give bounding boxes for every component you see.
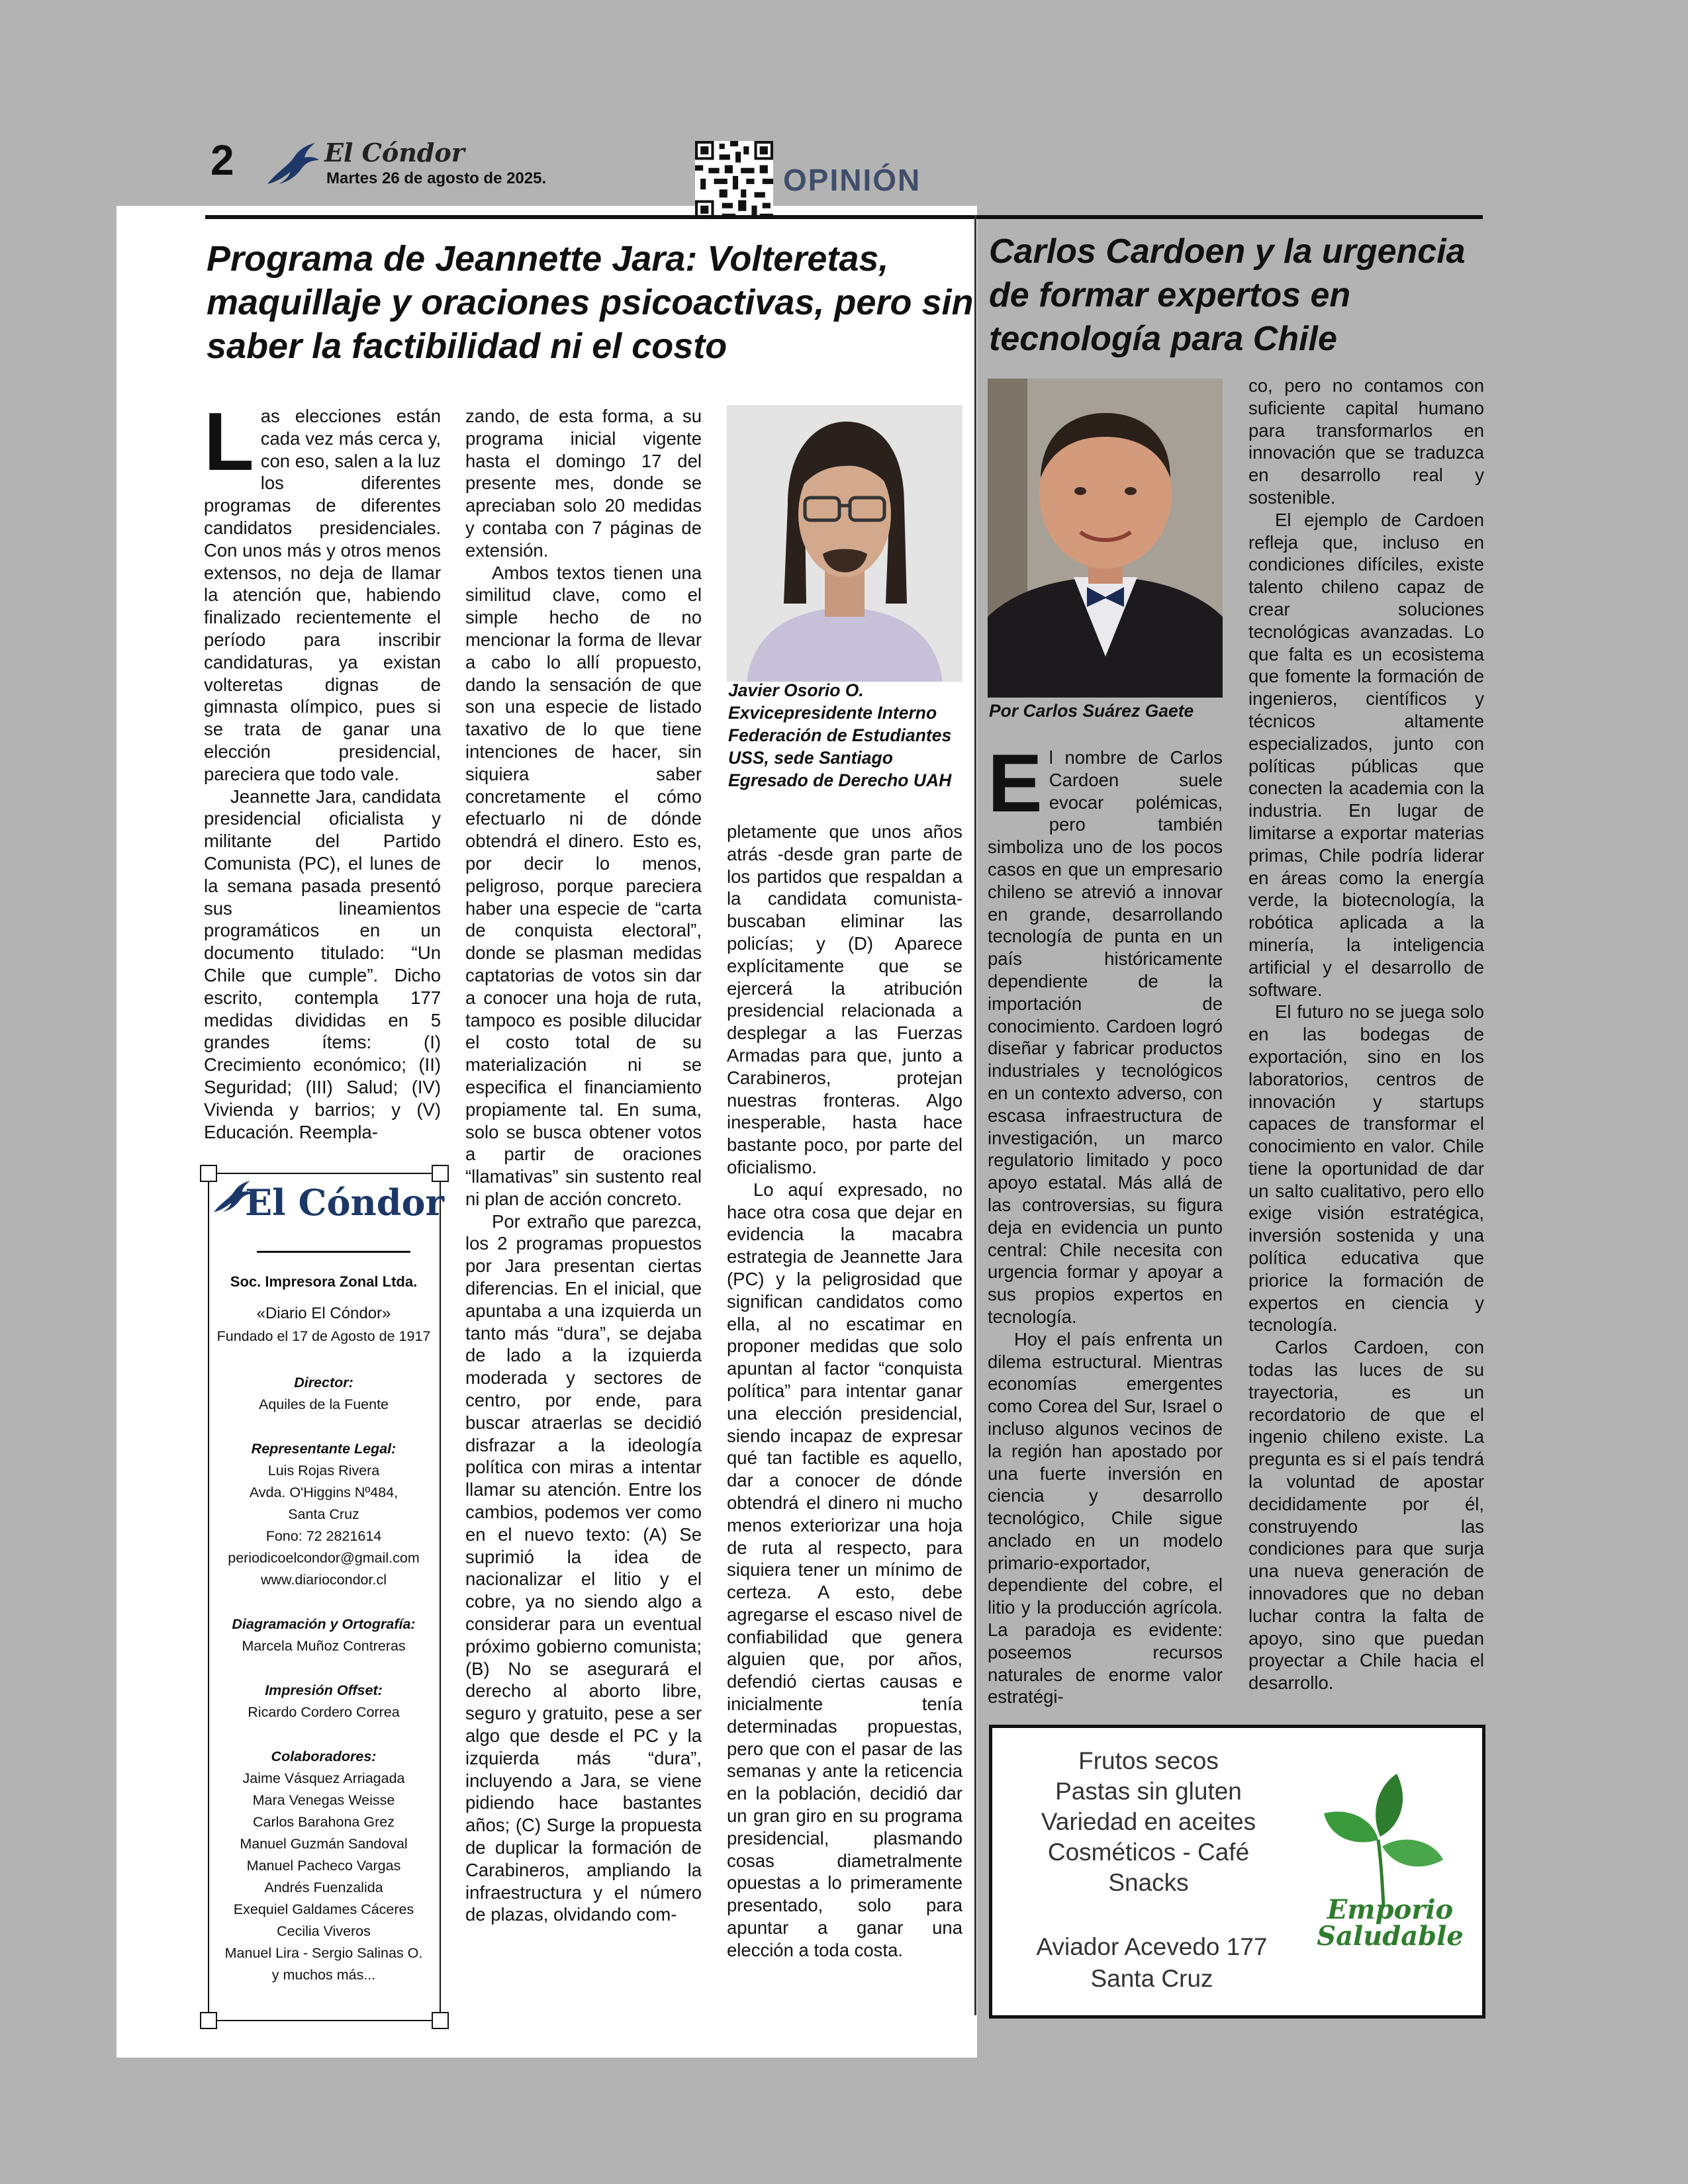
masthead-print-label: Impresión Offset:: [265, 1682, 383, 1698]
masthead-title: El Cóndor: [245, 1181, 444, 1224]
caption-line: Egresado de Derecho UAH: [728, 770, 952, 790]
collaborator: y muchos más...: [271, 1967, 376, 1983]
header-rule-left: [205, 215, 980, 219]
masthead-director: Aquiles de la Fuente: [258, 1396, 389, 1412]
issue-date: Martes 26 de agosto de 2025.: [326, 169, 547, 187]
masthead-legal-line: Fono: 72 2821614: [265, 1528, 382, 1544]
condor-icon: [265, 138, 320, 193]
masthead-design-label: Diagramación y Ortografía:: [232, 1616, 416, 1632]
leaves-icon: [1317, 1774, 1450, 1913]
paragraph: zando, de esta forma, a su programa inicial vigente hasta el domingo 17 del presente mes, donde se apreciaban solo 20 medidas y contaba con 7 páginas de extensión.: [465, 406, 702, 561]
ad-brand-line: Saludable: [1317, 1921, 1464, 1952]
ad-address-line: Santa Cruz: [1090, 1965, 1213, 1992]
article-jara-column-2: [465, 405, 702, 1926]
ad-item: Pastas sin gluten: [1055, 1778, 1242, 1805]
collaborator: Jaime Vásquez Arriagada: [242, 1770, 405, 1786]
masthead-design: Marcela Muñoz Contreras: [242, 1638, 406, 1654]
paragraph: pletamente que unos años atrás -desde gran parte de los partidos que respaldan a la candidata comunista- buscaban eliminar las policías; y (D) Aparece explícitamente que se ejercerá la atribución presidencial relacionada a desplegar a las Fuerzas Armadas para que, junto a Carabineros, protejan nuestras fronteras. Algo inesperable, hasta hace bastante poco, por parte del oficialismo.: [727, 821, 962, 1177]
paragraph: Lo aquí expresado, no hace otra cosa que dejar en evidencia la macabra estrategia de Jeannette Jara (PC) y la peligrosidad que significan candidatos como ella, al no escatimar en proponer medidas que solo apuntan al factor “conquista política” para intentar ganar una elección presidencial, siendo incapaz de expresar qué tan factible es aquello, dar a conocer de dónde obtendrá el dinero ni mucho menos exteriorizar una hoja de ruta al respecto, para siquiera tener un mínimo de certeza. A esto, debe agregarse el escaso nivel de confiabilidad que genera alguien que, por años, defendió ciertas causas e inicialmente tenía determinadas propuestas, pero que con el pasar de las semanas y ante la reticencia en la población, decidió dar un gran giro en su programa presidencial, plasmando cosas diametralmente opuestas a lo primeramente presentado, solo para apuntar a ganar una elección a toda costa.: [727, 1179, 962, 1960]
paragraph: El futuro no se juega solo en las bodegas de exportación, sino en los laboratorios, centros de innovación y startups capaces de transformar el conocimiento en valor. Chile tiene la oportunidad de dar un salto cualitativo, pero ello exige visión estratégica, inversión sostenida y una política educativa que priorice la formación de expertos en ciencia y tecnología.: [1248, 1001, 1484, 1336]
qr-code-icon: [695, 141, 773, 219]
masthead-legal-line: Luis Rojas Rivera: [267, 1463, 380, 1479]
collaborator: Manuel Lira - Sergio Salinas O.: [224, 1945, 423, 1961]
column-divider: [974, 215, 976, 2015]
paragraph: as elecciones están cada vez más cerca y, con eso, salen a la luz los diferentes programas de diferentes candidatos presidenciales. Con unos más y otros menos extensos, no deja de llamar la atención que, habiendo finalizado recientemente el período para inscribir candidaturas, ya existan volteretas dignas de gimnasta olímpico, pues si se trata de ganar una elección presidencial, pareciera que todo vale.: [204, 406, 441, 784]
collaborator: Exequiel Galdames Cáceres: [233, 1901, 414, 1917]
author-caption-carlos: Por Carlos Suárez Gaete: [989, 701, 1194, 721]
collaborator: Mara Venegas Weisse: [252, 1792, 395, 1808]
section-label: OPINIÓN: [783, 163, 921, 197]
paragraph: Jeannette Jara, candidata presidencial oficialista y militante del Partido Comunista (PC), el lunes de la semana pasada presentó sus lineamientos programáticos en un documento titulado: “Un Chile que cumple”. Dicho escrito, contempla 177 medidas divididas en 5 grandes ítems: (I) Crecimiento económico; (II) Seguridad; (III) Salud; (IV) Vivienda y barrios; y (V) Educación. Reempla-: [204, 786, 441, 1142]
caption-line: Federación de Estudiantes: [728, 725, 952, 745]
paragraph: Ambos textos tienen una similitud clave, como el simple hecho de no mencionar la forma de llevar a cabo lo allí propuesto, dando la sensación de que son una especie de listado taxativo de lo que tiene intenciones de hacer, sin siquiera saber concretamente el cómo efectuarlo ni de dónde obtendrá el dinero. Esto es, por decir lo menos, peligroso, porque pareciera haber una especie de “carta de conquista electoral”, donde se plasman medidas captatorias de votos sin dar a conocer una hoja de ruta, tampoco es posible dilucidar el costo total de su materialización ni se especifica el financiamiento propiamente tal. En suma, solo se busca obtener votos a partir de oraciones “llamativas” sin sustento real ni plan de acción concreto.: [465, 562, 702, 1209]
masthead-paper: «Diario El Cóndor»: [256, 1304, 391, 1322]
header-rule-right: [978, 215, 1483, 219]
ad-product-list: [1013, 1746, 1284, 1898]
masthead-legal-line: Avda. O'Higgins Nº484,: [249, 1484, 399, 1500]
paragraph: El ejemplo de Cardoen refleja que, incluso en condiciones difíciles, existe talento chileno capaz de crear soluciones tecnológicas avanzadas. Lo que falta es un ecosistema que fomente la formación de ingenieros, científicos y técnicos altamente especializados, junto con políticas públicas que conecten la academia con la industria. En lugar de limitarse a exportar materias primas, Chile podría liderar en áreas como la energía verde, la biotecnología, la robótica aplicada a la minería, la inteligencia artificial y el desarrollo de software.: [1248, 509, 1484, 1000]
caption-line: Javier Osorio O.: [728, 680, 864, 700]
headline-jara: Programa de Jeannette Jara: Volteretas, maquillaje y oraciones psicoactivas, pero sin saber la factibilidad ni el costo: [207, 239, 974, 366]
ad-address: [1019, 1931, 1284, 1995]
drop-cap: L: [204, 396, 254, 488]
ad-address-line: Aviador Acevedo 177: [1036, 1933, 1268, 1960]
paper-name: El Cóndor: [324, 138, 465, 167]
paragraph: Por extraño que parezca, los 2 programas propuestos por Jara presentan ciertas diferencias. En el inicial, que apuntaba a una izquierda un tanto más “dura”, se dejaba de lado a la izquierda moderada y sectores de centro, por ende, para buscar atraerlas se decidió disfrazar a la ideología política con miras a intentar llamar su atención. Entre los cambios, podemos ver como en el nuevo texto: (A) Se suprimió la idea de nacionalizar el litio y el cobre, ya no siendo algo a considerar para un eventual próximo gobierno comunista; (B) No se asegurará el derecho al aborto libre, seguro y gratuito, pese a ser algo que desde el PC y la izquierda más “dura”, incluyendo a Jara, se viene pidiendo hace bastantes años; (C) Surge la propuesta de duplicar la formación de Carabineros, ampliando la infraestructura y el número de plazas, olvidando com-: [465, 1210, 702, 1925]
collaborator: Carlos Barahona Grez: [253, 1814, 395, 1830]
page-number: 2: [211, 136, 234, 184]
collaborator: Andrés Fuenzalida: [264, 1880, 383, 1895]
drop-cap: E: [988, 738, 1043, 829]
ad-item: Snacks: [1108, 1869, 1189, 1896]
collaborator: Cecilia Viveros: [277, 1923, 371, 1939]
author-photo-carlos: [988, 379, 1223, 698]
masthead-rule: [257, 1251, 410, 1253]
collaborator: Manuel Guzmán Sandoval: [240, 1836, 408, 1852]
paragraph: co, pero no contamos con suficiente capital humano para transformarlos en innovación que se traduzca en desarrollo real y sostenible.: [1248, 375, 1484, 508]
ad-brand-name: [1314, 1894, 1466, 1952]
masthead-legal-line: Santa Cruz: [288, 1506, 359, 1522]
paragraph: Carlos Cardoen, con todas las luces de su trayectoria, es un recordatorio de que el ingenio chileno existe. La pregunta es si el país tendrá la voluntad de apostar decididamente por él, construyendo las condiciones para que surja una nueva generación de innovadores que no deban luchar contra la falta de apoyo, sino que puedan proyectar a Chile hacia el desarrollo.: [1248, 1337, 1484, 1694]
masthead-website[interactable]: www.diariocondor.cl: [260, 1572, 387, 1588]
paragraph: l nombre de Carlos Cardoen suele evocar polémicas, pero también simboliza uno de los pocos casos en que un empresario chileno se atrevió a innovar en grande, desarrollando tecnología de punta en un país históricamente dependiente de la importación de conocimiento. Cardoen logró diseñar y fabricar productos industriales y tecnológicos en un contexto adverso, con escasa infraestructura de investigación, un marco regulatorio limitado y poco apoyo estatal. Más allá de las controversias, su figura deja en evidencia un punto central: Chile necesita con urgencia formar y apoyar a sus propios expertos en tecnología.: [988, 747, 1223, 1327]
paragraph: Hoy el país enfrenta un dilema estructural. Mientras economías emergentes como Corea del Sur, Israel o incluso algunos vecinos de la región han apostado por una fuerte inversión en ciencia y desarrollo tecnológico, Chile sigue anclado en un modelo primario-exportador, dependiente del cobre, el litio y la producción agrícola. La paradoja es evidente: poseemos recursos naturales de enorme valor estratégi-: [988, 1328, 1223, 1707]
caption-line: Exvicepresidente Interno: [728, 703, 937, 723]
headline-cardoen: Carlos Cardoen y la urgencia de formar expertos en tecnología para Chile: [989, 232, 1466, 358]
masthead-company: Soc. Impresora Zonal Ltda.: [230, 1273, 418, 1290]
masthead-print: Ricardo Cordero Correa: [248, 1704, 400, 1720]
article-cardoen-column-2: [1248, 375, 1484, 1694]
masthead-director-label: Director:: [294, 1375, 353, 1390]
caption-line: USS, sede Santiago: [728, 748, 893, 768]
masthead-founded: Fundado el 17 de Agosto de 1917: [216, 1328, 431, 1344]
ad-item: Frutos secos: [1078, 1747, 1219, 1774]
collaborator: Manuel Pacheco Vargas: [246, 1858, 401, 1874]
masthead-email[interactable]: periodicoelcondor@gmail.com: [228, 1550, 420, 1566]
author-photo-javier: [727, 405, 962, 682]
article-cardoen-column-1: [988, 738, 1223, 1708]
article-jara-column-1: [204, 396, 441, 1143]
author-caption-javier: [728, 679, 966, 792]
masthead-collab-label: Colaboradores:: [271, 1749, 377, 1764]
article-jara-column-3: [727, 821, 962, 1962]
ad-item: Cosméticos - Café: [1047, 1839, 1250, 1866]
ad-brand-line: Emporio: [1327, 1894, 1454, 1925]
ad-item: Variedad en aceites: [1041, 1808, 1256, 1835]
masthead-legal-label: Representante Legal:: [251, 1441, 397, 1457]
